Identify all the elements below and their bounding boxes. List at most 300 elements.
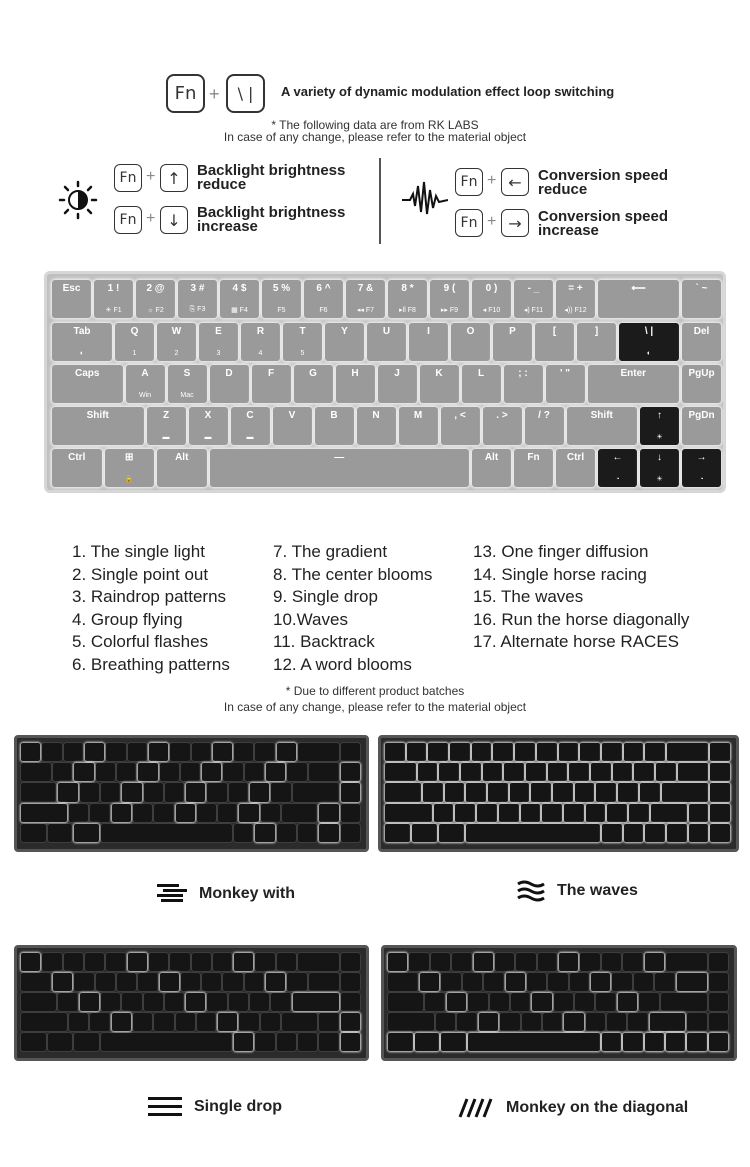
header-title: A variety of dynamic modulation effect loop switching (281, 84, 615, 99)
key-caps: Caps (52, 365, 123, 403)
key-symbol: [ (535, 323, 574, 361)
mini-key (117, 763, 136, 781)
mini-key (548, 973, 567, 991)
waves-icon (517, 880, 545, 902)
effect-item: 5. Colorful flashes (72, 632, 209, 651)
mini-key (564, 804, 584, 822)
mini-key (651, 804, 687, 822)
mini-key (160, 973, 179, 991)
mini-key (385, 743, 405, 761)
mini-key (218, 1013, 237, 1031)
mini-key (500, 1013, 519, 1031)
mini-key (160, 763, 179, 781)
key-b: B (315, 407, 354, 445)
right-arrow-key-icon: → (501, 209, 529, 237)
key-alt: Alt (157, 449, 207, 487)
mini-key (447, 993, 466, 1011)
key-3: 3 # ⎘ F3 (178, 280, 217, 318)
mini-key (488, 783, 508, 801)
mini-key (21, 973, 51, 991)
mini-key (149, 953, 168, 971)
effect-item: 2. Single point out (72, 564, 209, 584)
mini-key (80, 783, 99, 801)
mini-key (341, 743, 360, 761)
mini-key (128, 743, 147, 761)
mini-key (144, 783, 163, 801)
plus-icon: + (146, 210, 156, 227)
mini-key (710, 804, 730, 822)
mini-key (85, 953, 104, 971)
key-symbol: ' " (546, 365, 585, 403)
mini-key (192, 953, 211, 971)
mini-key (341, 1013, 360, 1031)
key-symbol: = + ◂)) F12 (556, 280, 595, 318)
key-5: 5 % F5 (262, 280, 301, 318)
mini-key (602, 1033, 621, 1051)
mini-key (181, 973, 200, 991)
left-arrow-key-icon: ← (501, 168, 529, 196)
mini-key (580, 743, 600, 761)
mini-key (602, 743, 622, 761)
mini-key (483, 763, 503, 781)
mini-key (277, 824, 296, 842)
mini-key (415, 1033, 440, 1051)
mini-key (96, 973, 115, 991)
caption-monkey-diagonal: Monkey on the diagonal (454, 1098, 688, 1118)
brightness-reduce-label: Backlight brightness reduce (197, 162, 346, 193)
mini-key (21, 1013, 67, 1031)
mini-key (559, 743, 579, 761)
mini-key (468, 993, 487, 1011)
fn-key-icon: Fn (166, 74, 205, 113)
mini-key (223, 973, 242, 991)
mini-key (287, 973, 306, 991)
mini-key (477, 804, 497, 822)
mini-key (282, 804, 317, 822)
key-8: 8 * ▸ll F8 (388, 280, 427, 318)
mini-key (542, 804, 562, 822)
key-r: R 4 (241, 323, 280, 361)
mini-key (618, 993, 637, 1011)
effects-column-2 (273, 541, 432, 676)
key-del: Del (682, 323, 721, 361)
mini-key (213, 953, 232, 971)
fn-key-icon: Fn (455, 209, 483, 237)
mini-key (385, 783, 421, 801)
key-pgdn: PgDn (682, 407, 721, 445)
key-symbol: ↓ ☀ (640, 449, 679, 487)
mini-key (154, 804, 173, 822)
mini-key (69, 1013, 88, 1031)
fn-key-icon: Fn (455, 168, 483, 196)
mini-key (21, 1033, 46, 1051)
key-symbol: ; : (504, 365, 543, 403)
mini-key (385, 804, 432, 822)
fn-key-icon: Fn (114, 206, 142, 234)
mini-key (385, 824, 410, 842)
mini-key (388, 953, 407, 971)
mini-key (484, 973, 503, 991)
mini-key (85, 743, 104, 761)
mini-key (388, 1033, 413, 1051)
mini-key (122, 993, 141, 1011)
mini-key (341, 824, 360, 842)
key-ctrl: Ctrl (52, 449, 102, 487)
mini-key (181, 763, 200, 781)
effect-item: 15. The waves (473, 587, 584, 606)
key-symbol: ⟵ (598, 280, 679, 318)
material-note: In case of any change, please refer to the material object (223, 130, 527, 144)
key-symbol: \ | ◐ (619, 323, 679, 361)
mini-key (21, 804, 67, 822)
effect-item: 11. Backtrack (273, 632, 375, 651)
mini-key (154, 1013, 173, 1031)
mini-key (666, 1033, 685, 1051)
mini-key (21, 783, 56, 801)
mini-key (90, 804, 109, 822)
key-q: Q 1 (115, 323, 154, 361)
effect-item: 6. Breathing patterns (72, 654, 230, 674)
mini-key (122, 783, 141, 801)
mini-key (591, 973, 610, 991)
mini-key (493, 743, 513, 761)
mini-key (543, 1013, 562, 1031)
mini-key (586, 804, 606, 822)
mini-key (455, 804, 475, 822)
mini-key (441, 1033, 466, 1051)
mini-key (48, 824, 73, 842)
mini-key (319, 824, 338, 842)
mini-key (293, 783, 339, 801)
mini-key (434, 804, 454, 822)
mini-key (133, 804, 152, 822)
key-v: V (273, 407, 312, 445)
mini-key (522, 1013, 541, 1031)
key-symbol: / ? (525, 407, 564, 445)
mini-key (618, 783, 638, 801)
mini-key (569, 763, 589, 781)
key-1: 1 ! ☀ F1 (94, 280, 133, 318)
mini-key (612, 973, 631, 991)
mini-key (634, 763, 654, 781)
mini-key (48, 1033, 73, 1051)
effect-item: 13. One finger diffusion (473, 542, 649, 561)
mini-key (21, 743, 40, 761)
mini-key (640, 783, 660, 801)
mini-key (341, 763, 360, 781)
key-k: K (420, 365, 459, 403)
mini-key (709, 953, 728, 971)
key-enter: Enter (588, 365, 680, 403)
mini-key (452, 953, 471, 971)
mini-key (527, 973, 546, 991)
key-symbol: ] (577, 323, 616, 361)
mini-key (629, 804, 649, 822)
mini-key (271, 783, 290, 801)
mini-key (69, 804, 88, 822)
mini-key (58, 993, 77, 1011)
mini-key (106, 953, 125, 971)
mini-key (655, 973, 674, 991)
mini-key (596, 783, 616, 801)
mini-key (441, 973, 460, 991)
key-pgup: PgUp (682, 365, 721, 403)
mini-key (468, 1033, 600, 1051)
mini-key (117, 973, 136, 991)
mini-key (255, 953, 274, 971)
mini-key (450, 743, 470, 761)
mini-key (537, 743, 557, 761)
mini-key (53, 763, 72, 781)
key-m: M (399, 407, 438, 445)
mini-key (186, 993, 205, 1011)
mini-key (277, 953, 296, 971)
mini-key (466, 824, 600, 842)
mini-key (255, 824, 274, 842)
mini-key (250, 993, 269, 1011)
keyboard-photo-monkey-with (14, 735, 369, 852)
key-t: T 5 (283, 323, 322, 361)
key-symbol: → ◔ (682, 449, 721, 487)
mini-key (687, 1033, 706, 1051)
mini-key (293, 993, 339, 1011)
effect-item: 16. Run the horse diagonally (473, 609, 690, 629)
key-fn: Fn (514, 449, 553, 487)
mini-key (133, 1013, 152, 1031)
key-symbol: ↑ ☀ (640, 407, 679, 445)
mini-key (602, 953, 621, 971)
mini-key (341, 993, 360, 1011)
key-symbol: — (210, 449, 470, 487)
mini-key (388, 973, 418, 991)
effect-item: 10.Waves (273, 609, 348, 629)
mini-key (207, 993, 226, 1011)
mini-key (628, 1013, 647, 1031)
mini-key (170, 743, 189, 761)
key-x: X ▬ (189, 407, 228, 445)
key-symbol: ` ~ (682, 280, 721, 318)
fn-key-icon: Fn (114, 164, 142, 192)
mini-key (645, 743, 665, 761)
mini-key (234, 824, 253, 842)
keyboard-photo-single-drop (14, 945, 369, 1061)
mini-key (709, 1013, 728, 1031)
mini-key (388, 1013, 434, 1031)
key-symbol: . > (483, 407, 522, 445)
mini-key (165, 993, 184, 1011)
mini-key (239, 804, 258, 822)
mini-key (472, 743, 492, 761)
key-w: W 2 (157, 323, 196, 361)
mini-key (645, 824, 665, 842)
mini-key (165, 783, 184, 801)
mini-key (149, 743, 168, 761)
key-a: A Win (126, 365, 165, 403)
mini-key (689, 804, 709, 822)
mini-key (309, 763, 339, 781)
mini-key (511, 993, 530, 1011)
caption-the-waves: The waves (517, 880, 638, 902)
keyboard-photo-monkey-diagonal (381, 945, 737, 1061)
mini-key (213, 743, 232, 761)
mini-key (266, 763, 285, 781)
mini-key (234, 743, 253, 761)
mini-key (298, 824, 317, 842)
mini-key (504, 763, 524, 781)
mini-key (74, 763, 93, 781)
effect-item: 8. The center blooms (273, 564, 433, 584)
backslash-key-icon: \ | (226, 74, 265, 113)
mini-key (239, 1013, 258, 1031)
mini-key (287, 763, 306, 781)
mini-key (186, 783, 205, 801)
mini-key (309, 973, 339, 991)
mini-key (490, 993, 509, 1011)
diagonal-lines-icon (454, 1098, 494, 1118)
key-7: 7 & ◂◂ F7 (346, 280, 385, 318)
key-4: 4 $ ▦ F4 (220, 280, 259, 318)
mini-key (645, 953, 664, 971)
key-shift: Shift (52, 407, 144, 445)
key-l: L (462, 365, 501, 403)
effect-item: 4. Group flying (72, 609, 183, 629)
mini-key (425, 993, 444, 1011)
plus-icon: + (487, 172, 497, 189)
mini-key (418, 763, 438, 781)
mini-key (192, 743, 211, 761)
mini-key (223, 763, 242, 781)
mini-key (645, 1033, 664, 1051)
key-y: Y (325, 323, 364, 361)
batch-note: * Due to different product batches (285, 684, 465, 698)
mini-key (521, 804, 541, 822)
mini-key (506, 973, 525, 991)
mini-key (42, 743, 61, 761)
key-o: O (451, 323, 490, 361)
mini-key (53, 973, 72, 991)
mini-key (207, 783, 226, 801)
mini-key (385, 763, 416, 781)
mini-key (677, 973, 707, 991)
mini-key (554, 993, 573, 1011)
mini-key (532, 993, 551, 1011)
speed-increase-label: Conversion speed increase (538, 208, 669, 239)
mini-key (709, 1033, 728, 1051)
mini-key (499, 804, 519, 822)
mini-key (255, 743, 274, 761)
effect-item: 3. Raindrop patterns (72, 587, 227, 606)
mini-key (667, 824, 687, 842)
mini-key (229, 993, 248, 1011)
key-c: C ▬ (231, 407, 270, 445)
mini-key (202, 763, 221, 781)
mini-key (436, 1013, 455, 1031)
key-e: E 3 (199, 323, 238, 361)
mini-key (564, 1013, 583, 1031)
mini-key (266, 973, 285, 991)
plus-icon: + (209, 84, 220, 104)
mini-key (495, 953, 514, 971)
mini-key (634, 973, 653, 991)
mini-key (319, 804, 338, 822)
mini-key (138, 763, 157, 781)
key-n: N (357, 407, 396, 445)
caption-single-drop: Single drop (148, 1097, 282, 1117)
key-0: 0 ) ◂ F10 (472, 280, 511, 318)
mini-key (245, 763, 264, 781)
mini-key (650, 1013, 685, 1031)
key-i: I (409, 323, 448, 361)
key-symbol: ← ◔ (598, 449, 637, 487)
mini-key (710, 763, 730, 781)
mini-key (709, 973, 728, 991)
mini-key (439, 763, 459, 781)
mini-key (570, 973, 589, 991)
key-g: G (294, 365, 333, 403)
mini-key (580, 953, 599, 971)
mini-key (661, 993, 707, 1011)
mini-key (515, 743, 535, 761)
mini-key (420, 973, 439, 991)
mini-key (710, 824, 730, 842)
mini-key (64, 953, 83, 971)
mini-key (607, 1013, 626, 1031)
mini-key (445, 783, 465, 801)
effects-column-1 (72, 541, 230, 676)
key-j: J (378, 365, 417, 403)
mini-key (277, 743, 296, 761)
mini-key (101, 824, 232, 842)
mini-key (474, 953, 493, 971)
lines-icon (148, 1097, 182, 1117)
mini-key (666, 953, 707, 971)
key-f: F (252, 365, 291, 403)
key-u: U (367, 323, 406, 361)
mini-key (624, 824, 644, 842)
plus-icon: + (487, 213, 497, 230)
effect-item: 17. Alternate horse RACES (473, 632, 680, 651)
mini-key (531, 783, 551, 801)
material-note: In case of any change, please refer to the material object (223, 700, 527, 714)
mini-key (407, 743, 427, 761)
mini-key (607, 804, 627, 822)
mini-key (667, 743, 708, 761)
mini-key (138, 973, 157, 991)
mini-key (428, 743, 448, 761)
mini-key (623, 1033, 642, 1051)
mini-key (21, 993, 56, 1011)
mini-key (431, 953, 450, 971)
mini-key (234, 953, 253, 971)
mini-key (101, 1033, 232, 1051)
mini-key (479, 1013, 498, 1031)
mini-key (662, 783, 709, 801)
effects-column-3 (473, 541, 689, 654)
key-symbol: - _ ◂) F11 (514, 280, 553, 318)
mini-key (298, 953, 339, 971)
mini-key (409, 953, 428, 971)
effect-item: 12. A word blooms (273, 654, 412, 674)
mini-key (319, 1013, 338, 1031)
mini-key (388, 993, 423, 1011)
effect-item: 7. The gradient (273, 542, 388, 561)
mini-key (463, 973, 482, 991)
key-z: Z ▬ (147, 407, 186, 445)
mini-key (586, 1013, 605, 1031)
mini-key (96, 763, 115, 781)
speed-reduce-label: Conversion speed reduce (538, 167, 669, 198)
key-h: H (336, 365, 375, 403)
